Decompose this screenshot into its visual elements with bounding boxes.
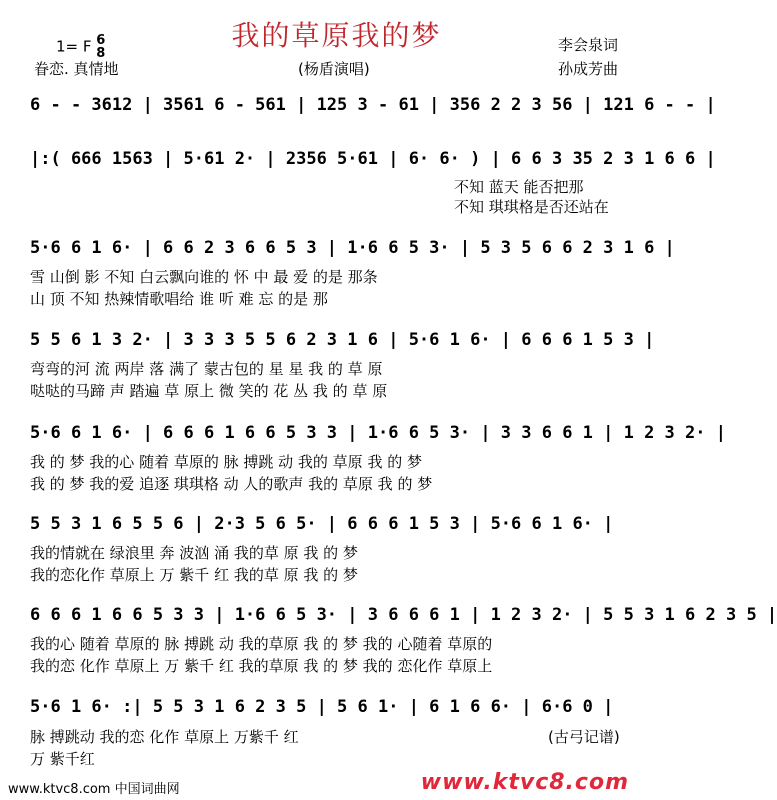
score-line-2: |:( 666 1563 | 5·61 2· | 2356 5·61 | 6· 6· ) | 6 6 3 35 2 3 1 6 6 | xyxy=(30,149,716,169)
score-line-7: 6 6 6 1 6 6 5 3 3 | 1·6 6 5 3· | 3 6 6 6 1 | 1 2 3 2· | 5 5 3 1 6 2 3 5 | xyxy=(30,605,777,625)
lyric-8-verse-2: 万 紫千红 xyxy=(30,750,95,768)
score-line-4: 5 5 6 1 3 2· | 3 3 3 5 5 6 2 3 1 6 | 5·6 1 6· | 6 6 6 1 5 3 | xyxy=(30,330,655,350)
lyric-2-verse-1: 不知 蓝天 能否把那 xyxy=(454,178,584,196)
singer-credit: (杨盾演唱) xyxy=(298,60,370,78)
lyric-3-verse-1: 雪 山倒 影 不知 白云飘向谁的 怀 中 最 爱 的是 那条 xyxy=(30,268,378,286)
footer-watermark: www.ktvc8.com xyxy=(420,770,629,795)
page-title: 我的草原我的梦 xyxy=(231,19,442,52)
score-line-5: 5·6 6 1 6· | 6 6 6 1 6 6 5 3 3 | 1·6 6 5 3· | 3 3 6 6 1 | 1 2 3 2· | xyxy=(30,423,726,443)
score-line-6: 5 5 3 1 6 5 5 6 | 2·3 5 6 5· | 6 6 6 1 5 3 | 5·6 6 1 6· | xyxy=(30,514,614,534)
lyric-7-verse-1: 我的心 随着 草原的 脉 搏跳 动 我的草原 我 的 梦 我的 心随着 草原的 xyxy=(30,635,493,653)
lyric-2-verse-2: 不知 琪琪格是否还站在 xyxy=(454,198,609,216)
lyricist-credit: 李会泉词 xyxy=(558,36,619,54)
lyric-7-verse-2: 我的恋 化作 草原上 万 紫千 红 我的草原 我 的 梦 我的 恋化作 草原上 xyxy=(30,657,493,675)
lyric-3-verse-2: 山 顶 不知 热辣情歌唱给 谁 听 难 忘 的是 那 xyxy=(30,290,328,308)
score-line-8: 5·6 1 6· :| 5 5 3 1 6 2 3 5 | 5 6 1· | 6 1 6 6· | 6·6 0 | xyxy=(30,697,614,717)
time-signature xyxy=(96,34,105,60)
mood-marking: 眷恋. 真情地 xyxy=(34,60,119,78)
key-signature xyxy=(56,34,105,60)
lyric-4-verse-1: 弯弯的河 流 两岸 落 满了 蒙古包的 星 星 我 的 草 原 xyxy=(30,360,383,378)
composer-credit: 孙成芳曲 xyxy=(558,60,619,78)
lyric-6-verse-2: 我的恋化作 草原上 万 紫千 红 我的草 原 我 的 梦 xyxy=(30,566,358,584)
lyric-8-verse-1: 脉 搏跳动 我的恋 化作 草原上 万紫千 红 xyxy=(30,728,299,746)
lyric-6-verse-1: 我的情就在 绿浪里 奔 波汹 涌 我的草 原 我 的 梦 xyxy=(30,544,358,562)
score-line-3: 5·6 6 1 6· | 6 6 2 3 6 6 5 3 | 1·6 6 5 3· | 5 3 5 6 6 2 3 1 6 | xyxy=(30,238,675,258)
lyric-5-verse-1: 我 的 梦 我的心 随着 草原的 脉 搏跳 动 我的 草原 我 的 梦 xyxy=(30,453,422,471)
footer-site-text: www.ktvc8.com 中国词曲网 xyxy=(8,782,180,797)
time-sig-bottom: 8 xyxy=(96,46,106,61)
arranger-credit: (古弓记谱) xyxy=(548,728,620,746)
lyric-4-verse-2: 哒哒的马蹄 声 踏遍 草 原上 微 笑的 花 丛 我 的 草 原 xyxy=(30,382,388,400)
time-sig-top: 6 xyxy=(96,33,106,48)
lyric-5-verse-2: 我 的 梦 我的爱 追逐 琪琪格 动 人的歌声 我的 草原 我 的 梦 xyxy=(30,475,433,493)
score-line-1: 6 - - 3612 | 3561 6 - 561 | 125 3 - 61 | 356 2 2 3 56 | 121 6 - - | xyxy=(30,95,716,115)
key-label: 1= F xyxy=(56,37,92,56)
